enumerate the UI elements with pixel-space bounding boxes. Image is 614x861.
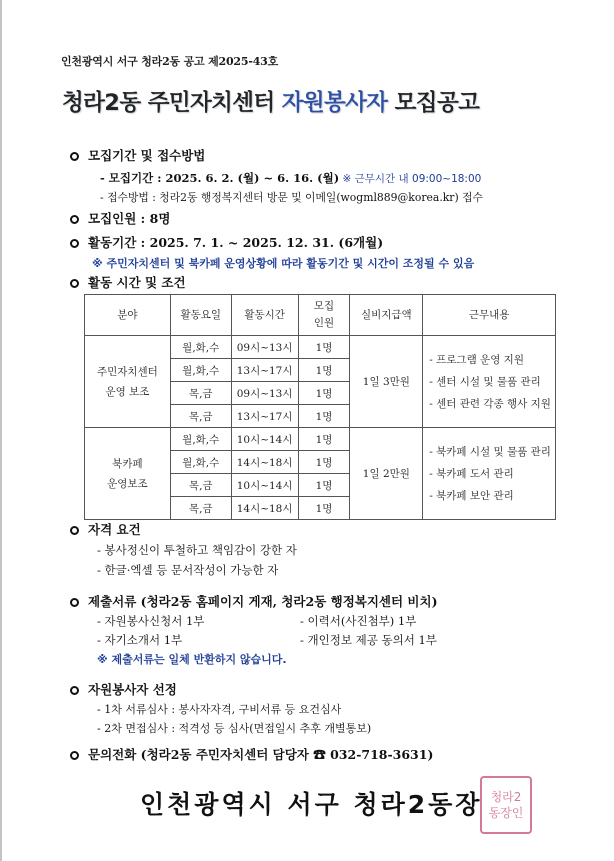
field-cell: [85, 428, 171, 520]
column-header-time: 활동시간: [231, 295, 298, 336]
pay-cell: 1일 3만원: [350, 336, 423, 428]
time-cell: 13시~17시: [231, 405, 298, 428]
title-part1: 청라2동 주민자치센터: [62, 90, 282, 116]
days-cell: 목,금: [170, 405, 231, 428]
conditions-table: [84, 294, 556, 520]
time-cell: 10시~14시: [231, 428, 298, 451]
title-accent: 자원봉사자: [281, 90, 388, 116]
selection-item: - 1차 서류심사 : 봉사자자격, 구비서류 등 요건심사: [97, 703, 342, 716]
activity-period-note: ※ 주민자치센터 및 북카페 운영상황에 따라 활동기간 및 시간이 조정될 수 있음: [92, 257, 475, 270]
table-row: [85, 428, 556, 451]
contact-phone: 032-718-3631): [325, 747, 434, 762]
notice-number: 인천광역시 서구 청라2동 공고 제2025-43호: [61, 55, 279, 68]
column-header-recruit-line2: 인원: [313, 317, 335, 329]
section-activity-period: [70, 233, 383, 251]
circle-bullet-icon: [70, 526, 79, 535]
document-item: - 개인정보 제공 동의서 1부: [300, 633, 437, 647]
document-item: - 이력서(사진첨부) 1부: [300, 614, 417, 628]
count-cell: 1명: [298, 474, 350, 497]
days-cell: 월,화,수: [170, 359, 231, 382]
time-cell: 09시~13시: [231, 382, 298, 405]
column-header-pay: 실비지급액: [350, 295, 423, 336]
field-name-line1: 주민자치센터: [96, 365, 158, 378]
phone-icon: ☎: [313, 747, 326, 762]
count-cell: 1명: [298, 405, 350, 428]
section-headcount: [70, 209, 170, 227]
field-cell: [85, 336, 171, 428]
time-cell: 14시~18시: [231, 451, 298, 474]
time-cell: 14시~18시: [231, 497, 298, 520]
field-name-line2: 운영 보조: [105, 385, 150, 398]
headcount-text: 모집인원 : 8명: [88, 211, 171, 226]
contact-label: 문의전화 (청라2동 주민자치센터 담당자: [88, 747, 314, 762]
column-header-recruit: [298, 295, 350, 336]
duty-item: - 프로그램 운영 지원: [429, 353, 524, 366]
circle-bullet-icon: [70, 751, 79, 760]
column-header-days: 활동요일: [170, 295, 231, 336]
table-header-row: [85, 295, 556, 336]
document-item: - 자기소개서 1부: [97, 633, 183, 647]
field-name-line2: 운영보조: [107, 477, 148, 490]
selection-item: - 2차 면접심사 : 적격성 등 심사(면접일시 추후 개별통보): [97, 722, 372, 735]
column-header-recruit-line1: 모집: [313, 300, 335, 312]
duty-item: - 북카페 보안 관리: [429, 489, 514, 502]
circle-bullet-icon: [70, 152, 79, 161]
time-cell: 10시~14시: [231, 474, 298, 497]
qualification-item: - 한글·엑셀 등 문서작성이 가능한 자: [97, 563, 279, 577]
count-cell: 1명: [298, 359, 350, 382]
count-cell: 1명: [298, 451, 350, 474]
table-row: [85, 336, 556, 359]
circle-bullet-icon: [70, 598, 79, 607]
duties-cell: [423, 336, 556, 428]
recruit-period-dates: - 모집기간 : 2025. 6. 2. (월) ~ 6. 16. (월): [100, 171, 340, 185]
recruit-period-line: [100, 170, 481, 186]
recruit-period-note: ※ 근무시간 내 09:00~18:00: [339, 173, 482, 185]
official-seal-stamp: [480, 776, 532, 834]
count-cell: 1명: [298, 428, 350, 451]
circle-bullet-icon: [70, 215, 79, 224]
page-edge-rule: [0, 0, 2, 861]
section-contact: [70, 745, 433, 763]
field-name-line1: 북카페: [112, 457, 143, 470]
count-cell: 1명: [298, 497, 350, 520]
circle-bullet-icon: [70, 239, 79, 248]
column-header-duties: 근무내용: [423, 295, 556, 336]
section-conditions: [70, 273, 186, 291]
section-recruit-period: [70, 146, 205, 164]
document-item: - 자원봉사신청서 1부: [97, 614, 205, 628]
qualification-item: - 봉사정신이 투철하고 책임감이 강한 자: [97, 543, 297, 557]
section-qualifications: [70, 520, 141, 538]
section-selection: [70, 680, 177, 698]
section-heading: 제출서류 (청라2동 홈페이지 게재, 청라2동 행정복지센터 비치): [88, 594, 438, 609]
column-header-field: 분야: [85, 295, 171, 336]
pay-cell: 1일 2만원: [350, 428, 423, 520]
days-cell: 월,화,수: [170, 451, 231, 474]
duties-cell: [423, 428, 556, 520]
days-cell: 월,화,수: [170, 428, 231, 451]
circle-bullet-icon: [70, 686, 79, 695]
page-title: [62, 85, 479, 117]
duty-item: - 센터 시설 및 물품 관리: [429, 375, 541, 388]
time-cell: 13시~17시: [231, 359, 298, 382]
duty-item: - 북카페 도서 관리: [429, 467, 514, 480]
count-cell: 1명: [298, 336, 350, 359]
section-heading: 활동 시간 및 조건: [88, 275, 186, 290]
stamp-line1: 청라2: [490, 790, 522, 804]
days-cell: 목,금: [170, 382, 231, 405]
section-heading: 자원봉사자 선정: [88, 682, 177, 697]
days-cell: 월,화,수: [170, 336, 231, 359]
documents-note: ※ 제출서류는 일체 반환하지 않습니다.: [97, 653, 287, 666]
days-cell: 목,금: [170, 497, 231, 520]
duty-item: - 센터 관련 각종 행사 지원: [429, 397, 551, 410]
issuer-signature: 인천광역시 서구 청라2동장: [140, 790, 483, 819]
activity-period-text: 활동기간 : 2025. 7. 1. ~ 2025. 12. 31. (6개월): [88, 235, 384, 250]
section-documents: [70, 592, 438, 610]
time-cell: 09시~13시: [231, 336, 298, 359]
duty-item: - 북카페 시설 및 물품 관리: [429, 445, 551, 458]
section-heading: 모집기간 및 접수방법: [88, 148, 206, 163]
title-part2: 모집공고: [387, 90, 480, 116]
stamp-line2: 동장인: [488, 806, 524, 820]
section-heading: 자격 요건: [88, 522, 141, 537]
count-cell: 1명: [298, 382, 350, 405]
circle-bullet-icon: [70, 279, 79, 288]
days-cell: 목,금: [170, 474, 231, 497]
recruit-method-line: - 접수방법 : 청라2동 행정복지센터 방문 및 이메일(wogml889@korea.kr) 접수: [100, 191, 483, 204]
